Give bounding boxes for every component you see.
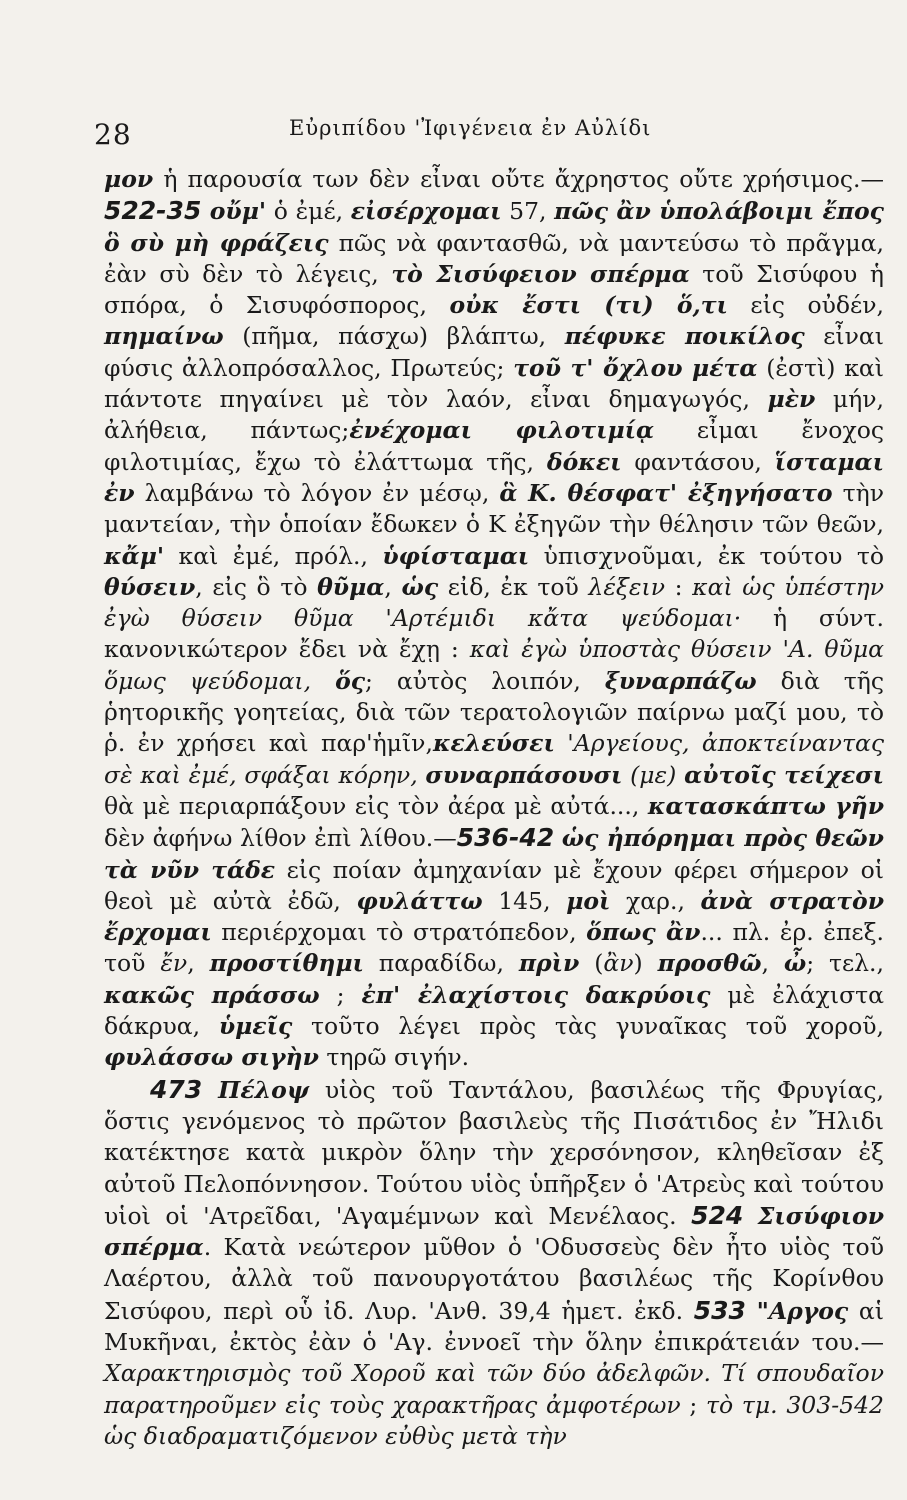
gloss-text: τοῦ Σισύφου ἡ σπόρα, ὁ Σισυφόσπορος, (104, 259, 884, 320)
note-paragraph (104, 1074, 884, 1453)
lemma-text: μον (104, 165, 154, 193)
lemma-text: ὅπως ἂν (586, 918, 701, 947)
gloss-text: εἰδ, ἐκ τοῦ (438, 572, 589, 601)
gloss-text: ὁ ἐμέ, (266, 197, 351, 226)
lemma-text: πημαίνω (104, 322, 224, 351)
gloss-text: , (384, 572, 402, 601)
gloss-text: , εἰς ὃ τὸ (195, 572, 318, 601)
lemma-text: ἀνὰ στρατὸν ἔρχομαι (104, 886, 884, 947)
lemma-text: Σισύφιον σπέρμα (104, 1201, 884, 1262)
gloss-text (555, 729, 567, 757)
gloss-text: ) (633, 949, 658, 978)
gloss-text: , (761, 949, 784, 978)
lemma-text: αὐτοῖς τείχεσι (684, 760, 884, 789)
lemma-text: φυλάττω (356, 886, 483, 915)
lemma-text: Χαρακτηρισμὸς τοῦ Χοροῦ καὶ τῶν δύο ἀδελφῶν. Τί σπουδαῖον παρατηροῦμεν εἰς τοὺς χαρακτῆρας ἀμφοτέρων (104, 1359, 884, 1419)
gloss-text: ( (579, 949, 604, 978)
gloss-text: (πῆμα, πάσχω) βλάπτω, (223, 322, 565, 351)
gloss-text: ὑπισχνοῦμαι, ἐκ τούτου τὸ (529, 541, 884, 570)
lemma-text: προσθῶ (657, 949, 762, 978)
lemma-text: τὸ Σισύφειον σπέρμα (391, 259, 690, 288)
lemma-text: πέφυκε ποικίλος (564, 322, 805, 351)
gloss-text: παραδίδω, (363, 949, 519, 978)
gloss-text: τοῦτο λέγει πρὸς τὰς γυναῖκας τοῦ χοροῦ, (292, 1012, 884, 1041)
gloss-text: 145, (482, 886, 567, 915)
lemma-text: προστίθημι (209, 949, 364, 978)
lemma-text: κελεύσει (432, 729, 555, 758)
lemma-text: πρὶν (518, 949, 580, 978)
gloss-text: μὲ ἐλάχιστα δάκρυα, (104, 980, 885, 1041)
gloss-text: αἱ Μυκῆναι, ἐκτὸς ἐὰν ὁ 'Αγ. ἐννοεῖ τὴν ὅλην ἐπικράτειάν του.— (104, 1296, 884, 1356)
lemma-text: ὑμεῖς (218, 1012, 293, 1041)
lemma-text: ἃ Κ. θέσφατ' ἐξηγήσατο (499, 478, 833, 507)
line-reference: 524 (691, 1200, 744, 1230)
gloss-text: ; (680, 1390, 707, 1419)
lemma-text: μοὶ (566, 886, 611, 915)
gloss-text: θὰ μὲ περιαρπάξουν εἰς τὸν ἀέρα μὲ αὐτά..., (104, 791, 648, 820)
lemma-text: τοῦ τ' ὄχλου μέτα (513, 353, 758, 382)
lemma-text: συναρπάσουσι (425, 760, 623, 789)
lemma-text: ἐνέχομαι φιλοτιμίᾳ (349, 416, 655, 445)
line-reference: 533 (693, 1295, 746, 1325)
gloss-text: 57, (501, 197, 555, 226)
gloss-text: εἶμαι ἔνοχος φιλοτιμίας, ἔχω τὸ ἐλάττωμα τῆς, (104, 416, 885, 476)
lemma-text: ὦ (783, 949, 807, 978)
lemma-text: Πέλοψ (218, 1075, 309, 1104)
gloss-text: εἰς οὐδέν, (727, 291, 884, 320)
commentary-paragraph (104, 164, 884, 1074)
lemma-text: ὑφίσταμαι (382, 541, 530, 570)
lemma-text: θύσειν (104, 572, 196, 601)
gloss-text: δὲν ἀφήνω λίθον ἐπὶ λίθου.— (104, 824, 457, 853)
lemma-text: εἰσέρχομαι (350, 197, 502, 226)
gloss-text: χαρ., (610, 886, 701, 915)
gloss-text: καὶ ἐμέ, πρόλ., (164, 541, 383, 570)
line-reference: 473 (150, 1074, 203, 1104)
lemma-text: θῦμα (317, 572, 385, 601)
gloss-text: ἡ παρουσία των δὲν εἶναι οὔτε ἄχρηστος οὔτε χρήσιμος.— (153, 165, 884, 193)
lemma-text: ὅς (335, 666, 366, 695)
gloss-text (202, 1076, 218, 1104)
lemma-text: "Αργος (756, 1296, 849, 1325)
gloss-text (554, 824, 562, 852)
lemma-text: πῶς ἂν ὑπολάβοιμι ἔπος ὃ σὺ μὴ φράζεις (104, 197, 884, 257)
gloss-text: ; αὐτὸς λοιπόν, (365, 666, 605, 695)
gloss-text: τηρῶ σιγήν. (318, 1043, 470, 1072)
lemma-text: ὡς ἠπόρημαι πρὸς θεῶν τὰ νῦν τάδε (104, 824, 884, 884)
page-number: 28 (94, 118, 132, 151)
lemma-text: οὔμ' (201, 197, 267, 226)
lemma-text: οὐκ ἔστι (τι) ὅ,τι (449, 291, 728, 320)
lemma-text: ἂν (603, 949, 634, 978)
gloss-text: . Κατὰ νεώτερον μῦθον ὁ 'Οδυσσεὺς δὲν ἦτο υἱὸς τοῦ Λαέρτου, ἀλλὰ τοῦ πανουργοτάτου βασιλέως τῆς Κορίνθου Σισύφου, περὶ οὗ ἰδ. Λυρ. 'Ανθ. 39,4 ἡμετ. ἐκδ. (104, 1233, 884, 1325)
gloss-text: λαμβάνω τὸ λόγον ἐν μέσῳ, (134, 478, 500, 507)
lemma-text: καὶ ὡς ὑπέστην ἐγὼ θύσειν θῦμα 'Αρτέμιδι κἄτα ψεύδομαι· (104, 572, 884, 633)
lemma-text: καὶ ἐγὼ ὑποστὰς θύσειν 'Α. θῦμα ὅμως ψεύδομαι, (104, 635, 884, 695)
running-title: Εὐριπίδου 'Ἰφιγένεια ἐν Αὐλίδι (289, 116, 652, 140)
gloss-text: εἰς ποίαν ἀμηχανίαν μὲ ἔχουν φέρει σήμερον οἱ θεοὶ μὲ αὐτὰ ἐδῶ, (104, 855, 884, 915)
lemma-text: (με) (622, 760, 685, 789)
gloss-text: μήν, ἀλήθεια, πάντως; (104, 385, 885, 445)
gloss-text: εἶναι φύσις ἀλλοπρόσαλλος, Πρωτεύς; (104, 322, 885, 382)
lemma-text: ξυναρπάζω (604, 666, 757, 695)
page-header (94, 108, 884, 151)
gloss-text: περιέρχομαι τὸ στρατόπεδον, (211, 918, 587, 947)
gloss-text: : (664, 572, 693, 601)
lemma-text: κατασκάπτω γῆν (647, 791, 884, 820)
lemma-text: ὡς (401, 572, 439, 601)
line-reference: 536-42 (456, 823, 555, 853)
gloss-text (311, 667, 335, 695)
gloss-text: πῶς νὰ φαντασθῶ, νὰ μαντεύσω τὸ πρᾶγμα, ἐὰν σὺ δὲν τὸ λέγεις, (104, 228, 885, 288)
lemma-text: κακῶς πράσσω (104, 980, 320, 1009)
gloss-text: , (187, 949, 210, 978)
lemma-text: 'Αργείους, ἀποκτείναντας σὲ καὶ ἐμέ, σφάξαι κόρην, (104, 729, 884, 789)
lemma-text: λέξειν (588, 572, 665, 601)
gloss-text (743, 1202, 757, 1230)
gloss-text: ; τελ., (806, 949, 884, 978)
line-reference: 522-35 (104, 196, 202, 226)
gloss-text: φαντάσου, (621, 447, 775, 476)
lemma-text: ἐπ' ἐλαχίστοις δακρύοις (361, 980, 711, 1009)
lemma-text: ἵσταμαι ἐν (104, 447, 884, 507)
gloss-text: υἱὸς τοῦ Ταντάλου, βασιλέως τῆς Φρυγίας, ὅστις γενόμενος τὸ πρῶτον βασιλεὺς τῆς Πισάτιδος ἐν Ἤλιδι κατέκτησε κατὰ μικρὸν ὅλην τὴν χερσόνησον, κληθεῖσαν ἐξ αὐτοῦ Πελοπόννησον. Τούτου υἱὸς ὑπῆρξεν ὁ 'Ατρεὺς καὶ τούτου υἱοὶ οἱ 'Ατρεῖδαι, 'Αγαμέμνων καὶ Μενέλαος. (104, 1075, 884, 1230)
gloss-text: ; (319, 980, 362, 1009)
gloss-text: τὴν μαντείαν, τὴν ὁποίαν ἔδωκεν ὁ Κ ἐξηγῶν τὴν θέλησιν τῶν θεῶν, (104, 478, 884, 539)
lemma-text: κἄμ' (104, 541, 165, 570)
commentary-body (104, 164, 884, 1452)
lemma-text: δόκει (546, 447, 622, 476)
lemma-text: ἔν (160, 949, 188, 978)
gloss-text: ἡ σύντ. κανονικώτερον ἔδει νὰ ἔχῃ : (104, 604, 884, 664)
lemma-text: φυλάσσω σιγὴν (104, 1043, 319, 1072)
gloss-text: ... πλ. ἐρ. ἐπεξ. τοῦ (104, 918, 884, 978)
gloss-text: (ἐστὶ) καὶ πάντοτε πηγαίνει μὲ τὸν λαόν, εἶναι δημαγωγός, (104, 353, 884, 414)
gloss-text: διὰ τῆς ῥητορικῆς γοητείας, διὰ τῶν τερατολογιῶν παίρνω μαζί μου, τὸ ῥ. ἐν χρήσει καὶ παρ'ἡμῖν, (104, 666, 884, 758)
gloss-text (746, 1297, 757, 1325)
lemma-text: τὸ τμ. 303-542 ὡς διαδραματιζόμενον εὐθὺς μετὰ τὴν (104, 1390, 884, 1450)
lemma-text: μὲν (767, 385, 816, 414)
